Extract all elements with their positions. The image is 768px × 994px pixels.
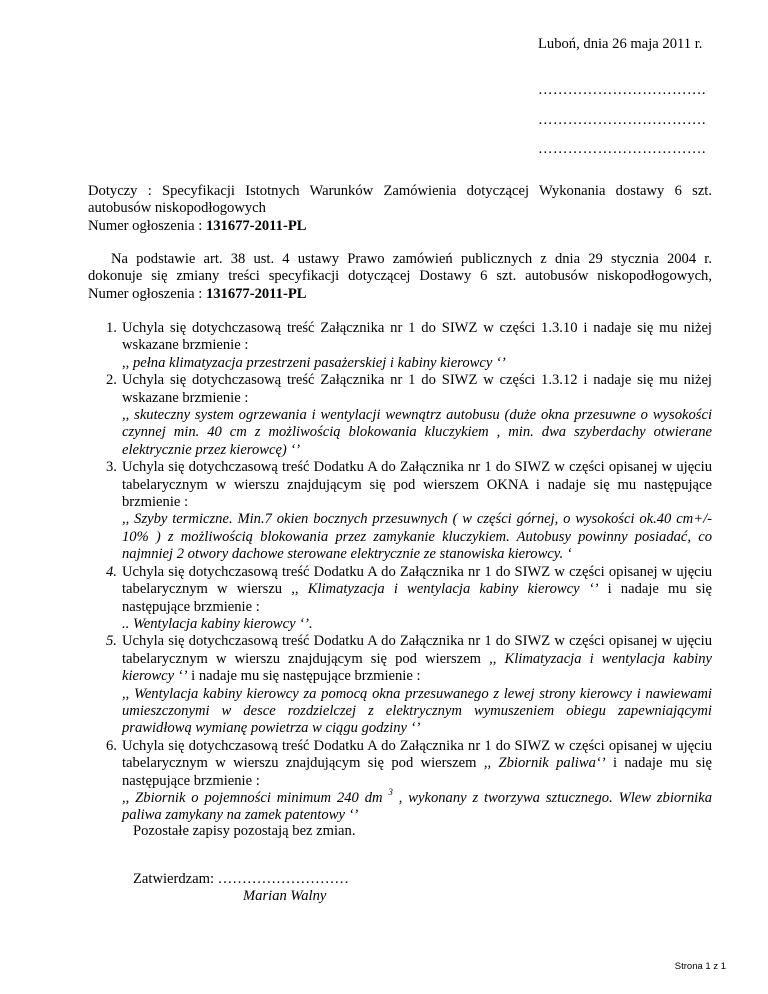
item-text-part: i nadaje mu się następujące brzmienie : (187, 668, 421, 685)
subject-block (88, 183, 712, 235)
item-quote: ,, Wentylacja kabiny kierowcy za pomocą okna przesuwanego z lewej strony kierowcy i nawiewami umieszczonymi w desce rozdzielczej z elektrycznym wymuszeniem obiegu zapewniającymi prawidłową wymianę powietrza w ciągu godziny ‘’ (122, 685, 712, 737)
list-item (88, 564, 712, 634)
item-number: 4. (106, 563, 117, 580)
item-quote (122, 786, 712, 825)
item-number: 6. (106, 737, 117, 754)
announcement-number-label: Numer ogłoszenia : (88, 217, 206, 234)
item-text: Uchyla się dotychczasową treść Załącznika nr 1 do SIWZ w części 1.3.12 i nadaje się mu niżej wskazane brzmienie : (122, 372, 712, 406)
subject-line: autobusów niskopodłogowych (88, 200, 266, 217)
item-text (122, 633, 712, 685)
superscript-exponent: 3 (388, 786, 393, 797)
list-item (88, 459, 712, 563)
item-quote: ,, pełna klimatyzacja przestrzeni pasażerskiej i kabiny kierowcy ‘’ (122, 354, 506, 371)
document-date: Luboń, dnia 26 maja 2011 r. (538, 36, 703, 52)
approval-line: Zatwierdzam: ……………………… (133, 871, 350, 887)
closing-statement: Pozostałe zapisy pozostają bez zmian. (133, 823, 356, 839)
amendments-list (88, 320, 712, 825)
announcement-number-label: Numer ogłoszenia : (88, 285, 206, 302)
intro-line: dokonuje się zmiany treści specyfikacji dotyczącej Dostawy 6 szt. autobusów niskopodłogowych, (88, 268, 712, 285)
announcement-number-value: 131677-2011-PL (205, 217, 307, 234)
item-text-quoted: ,, Zbiornik paliwa‘’ (483, 755, 606, 772)
item-text: Uchyla się dotychczasową treść Dodatku A do Załącznika nr 1 do SIWZ w części opisanej w ujęciu tabelarycznym w wierszu znajdującym się pod wierszem OKNA i nadaje się mu następujące brzmienie : (122, 459, 712, 511)
item-text-quoted: ,, Klimatyzacja i wentylacja kabiny kierowcy ‘’ (291, 581, 599, 598)
announcement-number-value: 131677-2011-PL (205, 285, 307, 302)
item-number: 5. (106, 633, 117, 650)
subject-line: Dotyczy : Specyfikacji Istotnych Warunków Zamówienia dotyczącej Wykonania dostawy 6 szt. (88, 183, 712, 199)
item-text-part: Uchyla się dotychczasową treść Dodatku A do Załącznika nr 1 do SIWZ w części opisanej w ujęciu tabelarycznym w wierszu znajdującym się pod wierszem (122, 633, 712, 667)
address-placeholder-line: ……………………………. (538, 141, 706, 157)
item-text-part: i nadaje mu się następujące brzmienie : (122, 755, 712, 789)
announcement-number (88, 286, 712, 303)
item-text-part: Uchyla się dotychczasową treść Dodatku A do Załącznika nr 1 do SIWZ w części opisanej w ujęciu tabelarycznym w wierszu znajdującym się pod wierszem (122, 737, 712, 772)
item-number: 3. (106, 459, 117, 476)
announcement-number (88, 218, 712, 235)
list-item (88, 633, 712, 737)
item-number: 1. (106, 320, 117, 336)
item-text-quoted: ,, Klimatyzacja i wentylacja kabiny kierowcy ‘’ (122, 650, 712, 685)
item-text (122, 564, 712, 616)
list-item (88, 738, 712, 825)
list-item (88, 372, 712, 459)
address-placeholder-line: ……………………………. (538, 82, 706, 98)
item-text-part: Uchyla się dotychczasową treść Dodatku A do Załącznika nr 1 do SIWZ w części opisanej w ujęciu tabelarycznym w wierszu (122, 563, 712, 598)
item-quote: ,, Szyby termiczne. Min.7 okien bocznych przesuwnych ( w części górnej, o wysokości ok.40 cm+/- 10% ) z możliwością blokowania przez zamykanie kluczykiem. Autobusy powinny posiadać, co najmniej 2 otwory dachowe sterowane elektrycznie ze stanowiska kierowcy. ‘ (122, 511, 712, 563)
item-text: Uchyla się dotychczasową treść Załącznika nr 1 do SIWZ w części 1.3.10 i nadaje się mu niżej wskazane brzmienie : (122, 320, 712, 354)
item-quote-part: ,, Zbiornik o pojemności minimum 240 dm (122, 789, 389, 806)
intro-line: Na podstawie art. 38 ust. 4 ustawy Prawo zamówień publicznych z dnia 29 stycznia 2004 r. (111, 251, 712, 267)
item-quote-part: , wykonany z tworzywa sztucznego. Wlew zbiornika paliwa zamykany na zamek patentowy ‘’ (122, 789, 712, 824)
address-placeholder-line: ……………………………. (538, 112, 706, 128)
intro-paragraph (88, 251, 712, 303)
item-text-part: i nadaje mu się następujące brzmienie : (122, 581, 713, 615)
item-number: 2. (106, 372, 117, 389)
list-item (88, 320, 712, 372)
signer-name: Marian Walny (243, 888, 327, 904)
item-quote: .. Wentylacja kabiny kierowcy ‘’. (122, 615, 313, 632)
page-number: Strona 1 z 1 (674, 961, 726, 972)
item-text (122, 738, 712, 790)
item-quote: ,, skuteczny system ogrzewania i wentylacji wewnątrz autobusu (duże okna przesuwne o wysokości czynnej min. 40 cm z możliwością blokowania kluczykiem , min. dwa szyberdachy otwierane elektrycznie przez kierowcę) ‘’ (122, 407, 712, 458)
